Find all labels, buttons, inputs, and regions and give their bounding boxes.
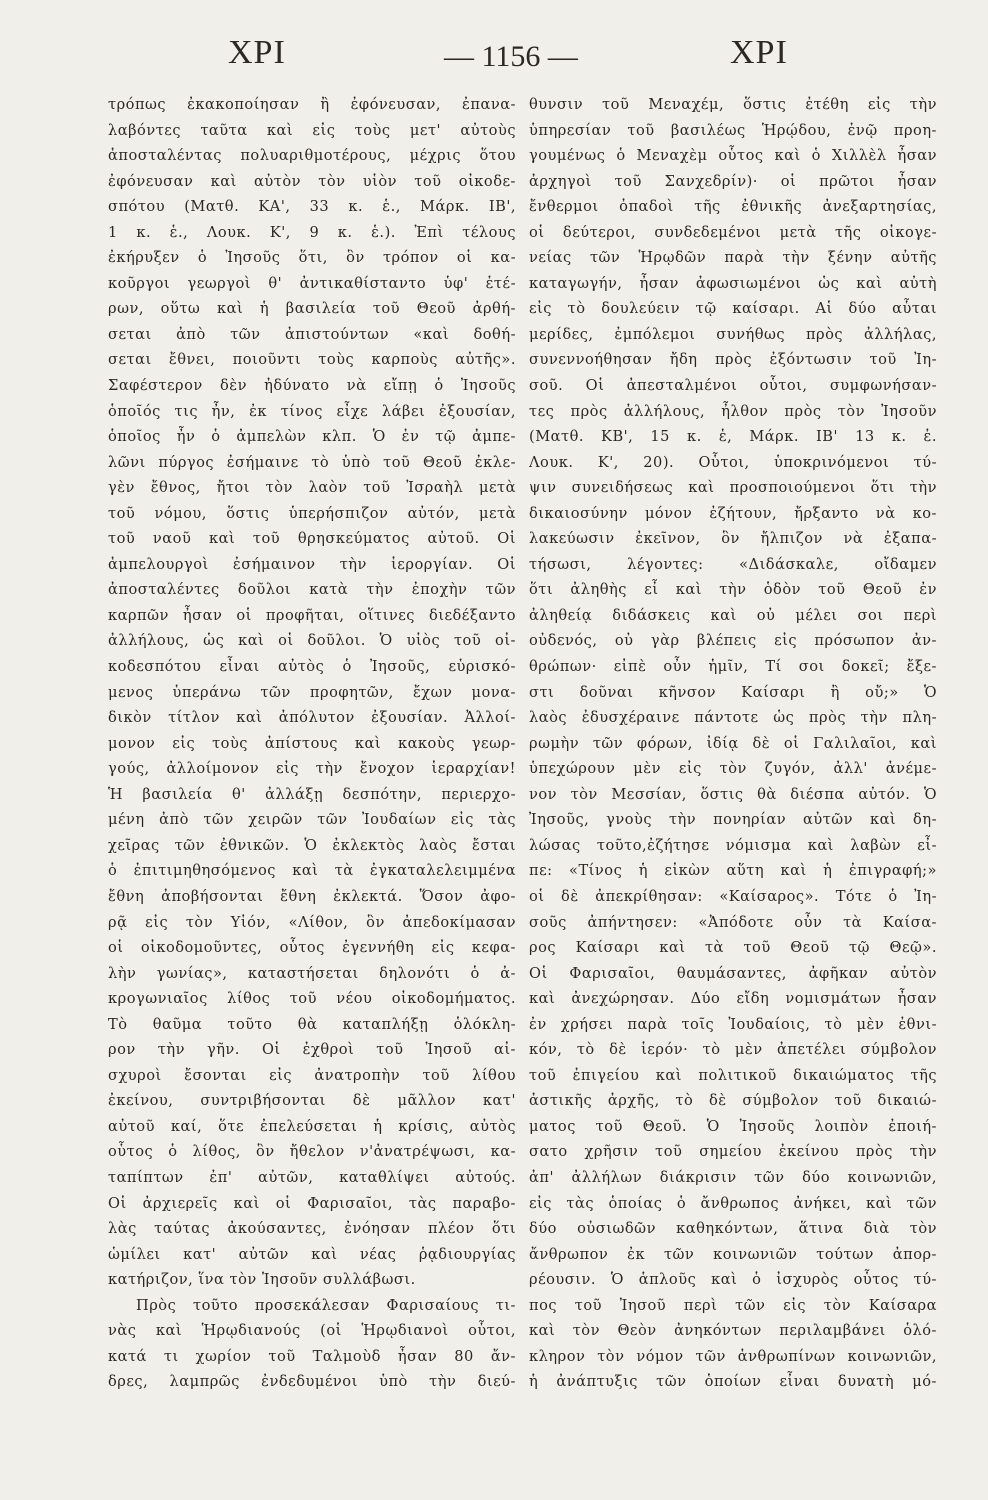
text-line: τοῦ νόμου, ὅστις ὑπερήσπιζον αὐτόν, μετὰ [108, 504, 516, 522]
text-line: κοῦργοι γεωργοὶ θ' ἀντικαθίσταντο ὑφ' ἑτέ- [108, 274, 516, 292]
text-line: ὁποῖός τις ἦν, ἐκ τίνος εἶχε λάβει ἐξουσίαν, [108, 402, 516, 420]
text-line: σπότου (Ματθ. ΚΑ', 33 κ. ἑ., Μάρκ. ΙΒ', [108, 198, 516, 216]
text-line: θυνσιν τοῦ Μεναχέμ, ὅστις ἐτέθη εἰς τὴν [529, 96, 937, 113]
text-line: αὐτοῦ καί, ὅτε ἐπελεύσεται ἡ κρίσις, αὐτὸς [108, 1117, 516, 1135]
text-line: ὑπηρεσίαν τοῦ βασιλέως Ἡρῴδου, ἐνῷ προη- [529, 121, 937, 139]
text-line: οἱ δὲ ἀπεκρίθησαν: «Καίσαρος». Τότε ὁ Ἰη- [529, 887, 937, 905]
text-line: ρέουσιν. Ὁ ἁπλοῦς καὶ ὁ ἰσχυρὸς οὗτος τύ- [529, 1271, 937, 1289]
text-line: λὰς ταύτας ἀκούσαντες, ἐνόησαν πλέον ὅτι [108, 1220, 516, 1238]
text-line: νὰς καὶ Ἡρῳδιανούς (οἱ Ἡρῳδιανοὶ οὗτοι, [108, 1322, 516, 1340]
text-line: ὡμίλει κατ' αὐτῶν καὶ νέας ῥᾳδιουργίας [108, 1245, 516, 1263]
text-line: ἔνθερμοι ὀπαδοὶ τῆς ἐθνικῆς ἀνεξαρτησίας, [529, 198, 937, 216]
text-line: ἡ ἀνάπτυξις τῶν ὁποίων εἶναι δυνατὴ μό- [529, 1373, 937, 1391]
text-line: σεται ἔθνει, ποιοῦντι τοὺς καρποὺς αὐτῆς». [108, 351, 516, 369]
text-line: δύο οὐσιωδῶν καθηκόντων, ἅτινα διὰ τὸν [529, 1220, 937, 1238]
text-line: θρώπων· εἰπὲ οὖν ἡμῖν, Τί σοι δοκεῖ; ἔξε- [529, 658, 937, 676]
text-line: γὲν ἔθνος, ἤτοι τὸν λαὸν τοῦ Ἰσραὴλ μετὰ [108, 479, 516, 497]
text-line: ἀποσταλέντες δοῦλοι κατὰ τὴν ἐποχὴν τῶν [108, 581, 516, 599]
text-line: κρογωνιαῖος λίθος τοῦ νέου οἰκοδομήματος. [108, 990, 516, 1008]
text-line: λαβόντες ταῦτα καὶ εἰς τοὺς μετ' αὐτοὺς [108, 121, 516, 139]
text-line: μενος ὑπεράνω τῶν προφητῶν, ἔχων μονα- [108, 683, 516, 701]
text-line: λώσας τοῦτο,ἐζήτησε νόμισμα καὶ λαβὼν εἶ- [529, 836, 937, 854]
text-line: Οἱ Φαρισαῖοι, θαυμάσαντες, ἀφῆκαν αὐτὸν [529, 964, 937, 982]
text-line: ἀμπελουργοὶ ἐσήμαινον τὴν ἱεροργίαν. Οἱ [108, 555, 516, 573]
text-line: καρπῶν ἦσαν οἱ προφῆται, οἵτινες διεδέξαντο [108, 606, 516, 624]
text-line: ὁποῖος ἦν ὁ ἀμπελὼν κλπ. Ὁ ἐν τῷ ἀμπε- [108, 428, 516, 446]
text-line: νείας τῶν Ἡρῳδῶν παρὰ τὴν ξένην αὐτῆς [529, 249, 937, 267]
text-line: καὶ ἀνεχώρησαν. Δύο εἴδη νομισμάτων ἦσαν [529, 990, 937, 1008]
text-line: ὅτι ἀληθὴς εἶ καὶ τὴν ὁδὸν τοῦ Θεοῦ ἐν [529, 581, 937, 599]
text-line: ὁ ἐπιτιμηθησόμενος καὶ τὰ ἐγκαταλελειμμένα [108, 862, 516, 880]
text-line: κοδεσπότου εἶναι αὐτὸς ὁ Ἰησοῦς, εὑρισκό- [108, 658, 516, 676]
text-line: μερίδες, ἐμπόλεμοι συνήθως πρὸς ἀλλήλας, [529, 325, 937, 343]
text-line: οἱ δεύτεροι, συνδεδεμένοι μετὰ τῆς οἰκογε- [529, 223, 937, 241]
text-line: Οἱ ἀρχιερεῖς καὶ οἱ Φαρισαῖοι, τὰς παραβο- [108, 1194, 516, 1212]
text-line: γούς, ἀλλοίμονον εἰς τὴν ἔνοχον ἱεραρχίαν! [108, 760, 516, 778]
text-line: Ἡ βασιλεία θ' ἀλλάξῃ δεσπότην, περιερχο- [108, 785, 516, 803]
left-text-column [108, 92, 516, 1395]
text-line: ἀποσταλέντας πολυαριθμοτέρους, μέχρις ὅτου [108, 147, 516, 165]
text-line: λὴν γωνίας», καταστήσεται δηλονότι ὁ ἀ- [108, 964, 516, 982]
text-line: τήσωσι, λέγοντες: «Διδάσκαλε, οἴδαμεν [529, 555, 937, 573]
right-text-column [529, 92, 937, 1395]
text-line: σχυροὶ ἔσονται εἰς ἀνατροπὴν τοῦ λίθου [108, 1066, 516, 1084]
text-line: τρόπως ἐκακοποίησαν ἢ ἐφόνευσαν, ἐπανα- [108, 96, 516, 113]
text-line: οἱ οἰκοδομοῦντες, οὗτος ἐγεννήθη εἰς κεφα- [108, 939, 516, 957]
text-line: Πρὸς τοῦτο προσεκάλεσαν Φαρισαίους τι- [136, 1296, 516, 1314]
text-line: σοῦς ἀπήντησεν: «Ἀπόδοτε οὖν τὰ Καίσα- [529, 913, 937, 931]
page-header [0, 34, 988, 84]
text-line: οὗτος ὁ λίθος, ὃν ἤθελον ν'ἀνατρέψωσι, κα- [108, 1143, 516, 1161]
text-line: ρον τὴν γῆν. Οἱ ἐχθροὶ τοῦ Ἰησοῦ αἰ- [108, 1041, 516, 1059]
text-line: ἐκήρυξεν ὁ Ἰησοῦς ὅτι, ὃν τρόπον οἱ κα- [108, 249, 516, 267]
text-line: τες πρὸς ἀλλήλους, ἦλθον πρὸς τὸν Ἰησοῦν [529, 402, 937, 420]
text-line: συνεννοήθησαν ἤδη πρὸς ἐξόντωσιν τοῦ Ἰη- [529, 351, 937, 369]
text-line: λαὸς ἐδυσχέραινε πάντοτε ὡς πρὸς τὴν πλη- [529, 709, 937, 727]
text-line: ἐφόνευσαν καὶ αὐτὸν τὸν υἱὸν τοῦ οἰκοδε- [108, 172, 516, 190]
text-line: πε: «Τίνος ἡ εἰκὼν αὕτη καὶ ἡ ἐπιγραφή;» [529, 862, 937, 880]
text-line: τοῦ ἐπιγείου καὶ πολιτικοῦ δικαιώματος τῆς [529, 1066, 937, 1084]
header-right-guideword: XPI [730, 34, 788, 71]
text-line: χεῖρας τῶν ἐθνικῶν. Ὁ ἐκλεκτὸς λαὸς ἔσται [108, 836, 516, 854]
text-line: πος τοῦ Ἰησοῦ περὶ τῶν εἰς τὸν Καίσαρα [529, 1296, 937, 1314]
text-line: ἐν χρήσει παρὰ τοῖς Ἰουδαίοις, τὸ μὲν ἐθνι- [529, 1015, 937, 1033]
text-line: ταπίπτων ἐπ' αὐτῶν, καταθλίψει αὐτούς. [108, 1168, 516, 1186]
text-line: ρᾷ εἰς τὸν Υἱόν, «Λίθον, ὃν ἀπεδοκίμασαν [108, 913, 516, 931]
text-line: τοῦ ναοῦ καὶ τοῦ θρησκεύματος αὐτοῦ. Οἱ [108, 530, 516, 548]
text-line: Λουκ. Κ', 20). Οὗτοι, ὑποκρινόμενοι τύ- [529, 453, 937, 471]
text-line: κληρον τὸν νόμον τῶν ἀνθρωπίνων κοινωνιῶν, [529, 1347, 937, 1365]
text-line: ἀληθείᾳ διδάσκεις καὶ οὐ μέλει σοι περὶ [529, 606, 937, 624]
text-line: ἐκείνου, συντριβήσονται δὲ μᾶλλον κατ' [108, 1092, 516, 1110]
text-line: ὑπεχώρουν μὲν εἰς τὸν ζυγόν, ἀλλ' ἀνέμε- [529, 760, 937, 778]
text-line: ματος τοῦ Θεοῦ. Ὁ Ἰησοῦς λοιπὸν ἐποιή- [529, 1117, 937, 1135]
text-line: εἰς τὸ δουλεύειν τῷ καίσαρι. Αἱ δύο αὗται [529, 300, 937, 318]
text-line: ρος Καίσαρι καὶ τὰ τοῦ Θεοῦ τῷ Θεῷ». [529, 939, 937, 957]
text-line: στι δοῦναι κῆνσον Καίσαρι ἢ οὔ;» Ὁ [529, 683, 937, 701]
text-line: ψιν συνειδήσεως καὶ προσποιούμενοι ὅτι τὴν [529, 479, 937, 497]
text-line: κόν, τὸ δὲ ἱερόν· τὸ μὲν ἀπετέλει σύμβολον [529, 1041, 937, 1059]
text-line: Ἰησοῦς, γνοὺς τὴν πονηρίαν αὐτῶν καὶ δη- [529, 811, 937, 829]
text-line: κατήριζον, ἵνα τὸν Ἰησοῦν συλλάβωσι. [108, 1271, 416, 1289]
text-line: καὶ τὸν Θεὸν ἀνηκόντων περιλαμβάνει ὁλό- [529, 1322, 937, 1340]
page-number: — 1156 — [444, 40, 578, 73]
header-left-guideword: XPI [228, 34, 286, 71]
text-line: ἀλλήλους, ὡς καὶ οἱ δοῦλοι. Ὁ υἱὸς τοῦ οἰ- [108, 632, 516, 650]
text-line: δρες, λαμπρῶς ἐνδεδυμένοι ὑπὸ τὴν διεύ- [108, 1373, 516, 1391]
text-line: (Ματθ. ΚΒ', 15 κ. ἑ, Μάρκ. ΙΒ' 13 κ. ἑ. [529, 428, 937, 446]
text-line: 1 κ. ἑ., Λουκ. Κ', 9 κ. ἑ.). Ἐπὶ τέλους [108, 223, 516, 241]
text-line: μένη ἀπὸ τῶν χειρῶν τῶν Ἰουδαίων εἰς τὰς [108, 811, 516, 829]
text-line: ἀστικῆς ἀρχῆς, τὸ δὲ σύμβολον τοῦ δικαιώ- [529, 1092, 937, 1110]
text-line: ρων, οὕτω καὶ ἡ βασιλεία τοῦ Θεοῦ ἀρθή- [108, 300, 516, 318]
text-line: δικὸν τίτλον καὶ ἀπόλυτον ἐξουσίαν. Ἀλλοί- [108, 709, 516, 727]
text-line: γουμένως ὁ Μεναχὲμ οὗτος καὶ ὁ Χιλλὲλ ἦσαν [529, 147, 937, 165]
text-line: λῶνι πύργος ἐσήμαινε τὸ ὑπὸ τοῦ Θεοῦ ἐκλε- [108, 453, 516, 471]
text-line: ἀρχηγοὶ τοῦ Σανχεδρίν)· οἱ πρῶτοι ἦσαν [529, 172, 937, 190]
text-line: κατά τι χωρίον τοῦ Ταλμοὺδ ἦσαν 80 ἄν- [108, 1347, 516, 1365]
text-line: δικαιοσύνην μόνον ἐζήτουν, ἤρξαντο νὰ κο- [529, 504, 937, 522]
text-line: ἄνθρωπον ἐκ τῶν κοινωνιῶν τούτων ἀπορ- [529, 1245, 937, 1263]
text-line: σεται ἀπὸ τῶν ἀπιστούντων «καὶ δοθή- [108, 325, 516, 343]
text-line: μονον εἰς τοὺς ἀπίστους καὶ κακοὺς γεωρ- [108, 734, 516, 752]
text-line: εἰς τὰς ὁποίας ὁ ἄνθρωπος ἀνήκει, καὶ τῶν [529, 1194, 937, 1212]
text-line: σοῦ. Οἱ ἀπεσταλμένοι οὗτοι, συμφωνήσαν- [529, 377, 937, 395]
text-line: καταγωγήν, ἦσαν ἀφωσιωμένοι ὡς καὶ αὐτὴ [529, 274, 937, 292]
text-line: οὐδενός, οὐ γὰρ βλέπεις εἰς πρόσωπον ἀν- [529, 632, 937, 650]
text-line: ρωμὴν τῶν φόρων, ἰδίᾳ δὲ οἱ Γαλιλαῖοι, καὶ [529, 734, 937, 752]
text-line: λακεύωσιν ἐκεῖνον, ὃν ἤλπιζον νὰ ἐξαπα- [529, 530, 937, 548]
text-line: νον τὸν Μεσσίαν, ὅστις θὰ διέσπα αὐτόν. Ὁ [529, 785, 937, 803]
text-line: Τὸ θαῦμα τοῦτο θὰ καταπλήξῃ ὁλόκλη- [108, 1015, 516, 1033]
text-line: Σαφέστερον δὲν ἠδύνατο νὰ εἴπῃ ὁ Ἰησοῦς [108, 377, 516, 395]
text-line: σατο χρῆσιν τοῦ σημείου ἐκείνου πρὸς τὴν [529, 1143, 937, 1161]
text-line: ἀπ' ἀλλήλων διάκρισιν τῶν δύο κοινωνιῶν, [529, 1168, 937, 1186]
text-line: ἔθνη ἀποβήσονται ἔθνη ἐκλεκτά. Ὅσον ἀφο- [108, 887, 516, 905]
